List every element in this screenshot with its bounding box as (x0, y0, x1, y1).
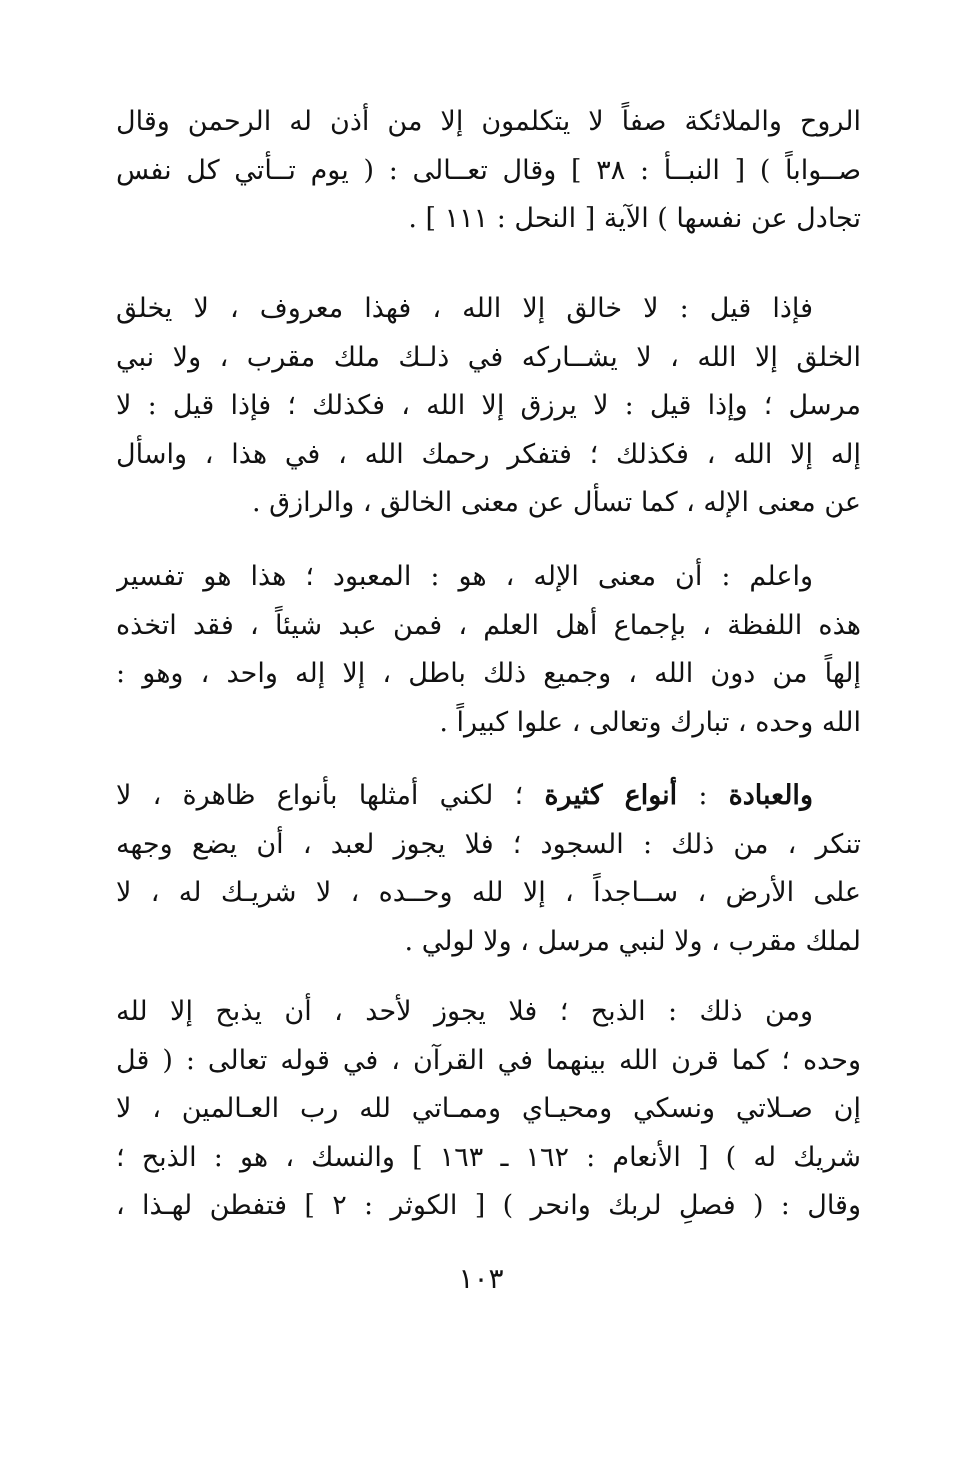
text-line: ومن ذلك : الذبح ؛ فلا يجوز لأحد ، أن يذبح إلا لله (116, 996, 813, 1027)
text-line: إن صـلاتي ونسكي ومحيـاي وممـاتي لله رب العـالمين ، لا (116, 1093, 861, 1124)
text-line: الخلق إلا الله ، لا يشــاركه في ذلـك ملك مقرب ، ولا نبي (116, 341, 861, 373)
text-line: الروح والملائكة صفاً لا يتكلمون إلا من أذن له الرحمن وقال (116, 106, 861, 137)
paragraph-2 (116, 285, 861, 528)
text-line: عن معنى الإله ، كما تسأل عن معنى الخالق ، والرازق . (251, 487, 861, 518)
text-line: وقال : ( فصلِ لربك وانحر ) [ الكوثر : ٢ ] فتفطن لهـذا ، (116, 1190, 861, 1221)
text-line: لملك مقرب ، ولا لنبي مرسل ، ولا لولي . (404, 925, 861, 957)
text-line: واعلم : أن معنى الإله ، هو : المعبود ؛ هذا هو تفسير (116, 561, 813, 592)
inline-text: : (677, 780, 729, 811)
text-line: هذه اللفظة ، بإجماع أهل العلم ، فمن عبد شيئاً ، فقد اتخذه (116, 609, 861, 641)
paragraph-1 (116, 98, 861, 244)
text-line: وحده ؛ كما قرن الله بينهما في القرآن ، في قوله تعالى : ( قل (116, 1044, 861, 1076)
text-line: شريك له ) [ الأنعام : ١٦٢ ـ ١٦٣ ] والنسك ، هو : الذبح ؛ (116, 1141, 861, 1173)
page-number: ١٠٣ (458, 1262, 504, 1295)
bold-term: أنواع كثيرة (544, 780, 678, 811)
text-line: صــواباً ) [ النبــأ : ٣٨ ] وقال تعــالى : ( يوم تــأتي كل نفس (116, 154, 861, 186)
text-line: فإذا قيل : لا خالق إلا الله ، فهذا معروف ، لا يخلق (116, 293, 813, 324)
inline-text: ؛ لكني أمثلها بأنواع ظاهرة ، لا (116, 780, 545, 811)
text-line: على الأرض ، ســاجداً ، إلا لله وحــده ، لا شريـك له ، لا (116, 877, 861, 908)
text-line: تنكر ، من ذلك : السجود ؛ فلا يجوز لعبد ، أن يضع وجهه (116, 828, 861, 860)
text-line: مرسل ؛ وإذا قيل : لا يرزق إلا الله ، فكذلك ؛ فإذا قيل : لا (116, 390, 861, 421)
paragraph-4 (116, 772, 861, 966)
paragraph-3 (116, 553, 861, 747)
text-line: الله وحده ، تبارك وتعالى ، علوا كبيراً . (439, 706, 861, 738)
text-line (116, 772, 861, 821)
paragraph-5 (116, 988, 861, 1231)
text-line: تجادل عن نفسها ) الآية [ النحل : ١١١ ] . (408, 203, 861, 234)
text-line: إله إلا الله ، فكذلك ؛ فتفكر رحمك الله ، في هذا ، واسأل (116, 438, 861, 470)
text-line: إلهاً من دون الله ، وجميع ذلك باطل ، إلا إله واحد ، وهو : (116, 658, 861, 689)
bold-term: والعبادة (728, 780, 813, 811)
